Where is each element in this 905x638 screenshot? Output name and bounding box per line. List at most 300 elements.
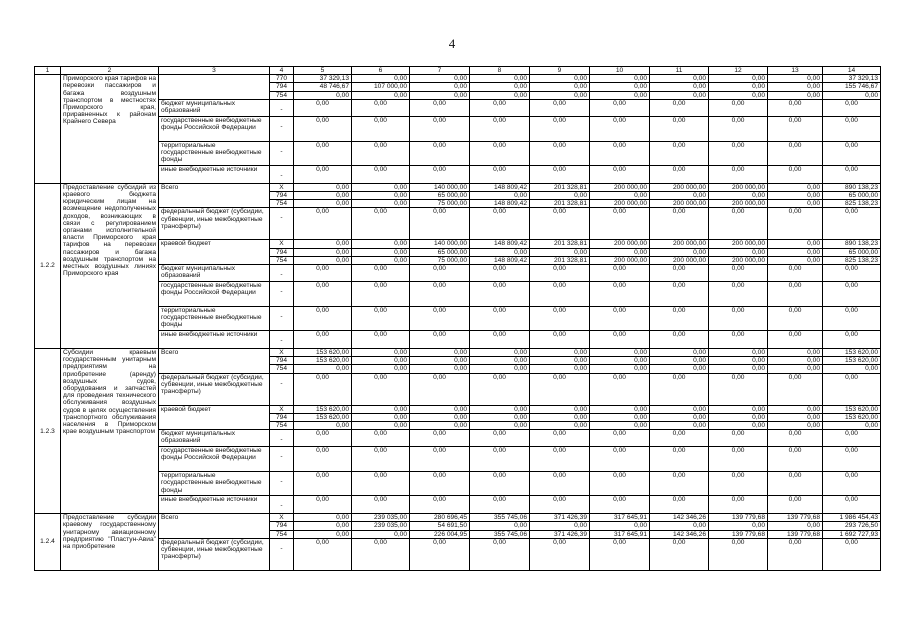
table-row <box>35 373 881 405</box>
funding-source: территориальные государственные внебюджетные фонды <box>159 141 270 165</box>
amount-cell: 0,00 <box>352 357 410 365</box>
amount-cell: 0,00 <box>768 522 823 530</box>
amount-cell: 139 779,68 <box>709 514 768 522</box>
budget-code-value: - <box>280 214 283 222</box>
budget-code-value: - <box>280 147 283 155</box>
amount-cell: 0,00 <box>294 248 352 256</box>
amount-cell: 0,00 <box>709 83 768 91</box>
amount-cell: 0,00 <box>768 405 823 413</box>
amount-cell: 0,00 <box>470 538 530 570</box>
amount-cell: 0,00 <box>294 522 352 530</box>
measure-description: Приморского края тарифов на перевозки пассажиров и багажа воздушным транспортом в местностях Приморского края, приравненных к районам Крайнего Севера <box>61 75 159 184</box>
row-index: 1.2.4 <box>35 514 61 571</box>
amount-cell: 65 000,00 <box>823 248 881 256</box>
budget-code-value: - <box>280 313 283 321</box>
amount-cell: 0,00 <box>352 496 410 514</box>
row-index: 1.2.2 <box>35 183 61 348</box>
amount-cell: 0,00 <box>530 141 590 165</box>
amount-cell: 0,00 <box>470 248 530 256</box>
amount-cell: 0,00 <box>530 265 590 282</box>
amount-cell: 0,00 <box>590 349 650 357</box>
amount-cell: 0,00 <box>410 349 470 357</box>
amount-cell: 0,00 <box>410 282 470 307</box>
column-header: 8 <box>470 67 530 75</box>
amount-cell: 200 000,00 <box>650 256 709 264</box>
column-header: 2 <box>61 67 159 75</box>
column-header: 12 <box>709 67 768 75</box>
amount-cell: 0,00 <box>470 99 530 116</box>
amount-cell: 0,00 <box>470 472 530 496</box>
amount-cell: 0,00 <box>410 165 470 183</box>
amount-cell: 371 426,39 <box>530 514 590 522</box>
budget-code: X <box>270 514 294 522</box>
amount-cell: 0,00 <box>650 192 709 200</box>
budget-code-value: - <box>280 544 283 552</box>
amount-cell: 0,00 <box>650 349 709 357</box>
funding-source: федеральный бюджет (субсидии, субвенции, иные межбюджетные трансферты) <box>159 538 270 570</box>
amount-cell: 0,00 <box>410 265 470 282</box>
amount-cell: 153 620,00 <box>823 405 881 413</box>
amount-cell: 0,00 <box>530 538 590 570</box>
funding-source: Всего <box>159 514 270 539</box>
amount-cell: 0,00 <box>470 373 530 405</box>
amount-cell: 0,00 <box>352 91 410 99</box>
amount-cell: 0,00 <box>530 349 590 357</box>
amount-cell: 0,00 <box>709 282 768 307</box>
amount-cell: 148 809,42 <box>470 256 530 264</box>
amount-cell: 0,00 <box>590 422 650 430</box>
amount-cell: 0,00 <box>709 141 768 165</box>
amount-cell: 0,00 <box>768 200 823 208</box>
amount-cell: 0,00 <box>352 165 410 183</box>
amount-cell: 0,00 <box>650 522 709 530</box>
measure-description: Предоставление субсидий из краевого бюджета юридическим лицам на возмещение недополученных доходов, возникающих в связи с регулированием органами исполнительной власти Приморского края тарифов на перевозки пассажиров и багажа воздушным транспортом на местных воздушных линиях Приморского края <box>61 183 159 348</box>
amount-cell: 0,00 <box>530 282 590 307</box>
amount-cell: 0,00 <box>709 91 768 99</box>
amount-cell: 0,00 <box>590 165 650 183</box>
amount-cell: 0,00 <box>294 514 352 522</box>
amount-cell: 0,00 <box>410 422 470 430</box>
column-header: 7 <box>410 67 470 75</box>
amount-cell: 0,00 <box>352 200 410 208</box>
amount-cell: 148 809,42 <box>470 200 530 208</box>
amount-cell: 0,00 <box>352 530 410 538</box>
funding-source: федеральный бюджет (субсидии, субвенции, иные межбюджетные трансферты) <box>159 208 270 240</box>
amount-cell: 0,00 <box>768 496 823 514</box>
amount-cell: 0,00 <box>650 365 709 373</box>
amount-cell: 139 779,68 <box>768 530 823 538</box>
funding-source: территориальные государственные внебюджетные фонды <box>159 307 270 331</box>
amount-cell: 0,00 <box>590 357 650 365</box>
amount-cell: 75 000,00 <box>410 200 470 208</box>
amount-cell: 200 000,00 <box>709 183 768 191</box>
table-row <box>35 430 881 447</box>
row-index: 1.2.3 <box>35 349 61 514</box>
amount-cell: 0,00 <box>709 307 768 331</box>
amount-cell: 0,00 <box>530 116 590 141</box>
amount-cell: 0,00 <box>823 208 881 240</box>
amount-cell: 0,00 <box>530 405 590 413</box>
amount-cell: 239 035,00 <box>352 522 410 530</box>
amount-cell: 0,00 <box>352 413 410 421</box>
amount-cell: 0,00 <box>590 282 650 307</box>
column-header: 4 <box>270 67 294 75</box>
amount-cell: 0,00 <box>768 265 823 282</box>
amount-cell: 0,00 <box>470 141 530 165</box>
amount-cell: 0,00 <box>768 430 823 447</box>
budget-code: X <box>270 349 294 357</box>
amount-cell: 0,00 <box>530 99 590 116</box>
amount-cell: 153 620,00 <box>294 357 352 365</box>
budget-code <box>270 307 294 331</box>
amount-cell: 0,00 <box>590 91 650 99</box>
amount-cell: 0,00 <box>530 331 590 349</box>
amount-cell: 0,00 <box>590 75 650 83</box>
amount-cell: 0,00 <box>530 91 590 99</box>
amount-cell: 0,00 <box>768 331 823 349</box>
amount-cell: 0,00 <box>352 282 410 307</box>
amount-cell: 0,00 <box>294 116 352 141</box>
table-row <box>35 472 881 496</box>
amount-cell: 0,00 <box>823 141 881 165</box>
amount-cell: 0,00 <box>823 116 881 141</box>
column-header: 5 <box>294 67 352 75</box>
budget-code <box>270 538 294 570</box>
funding-source: государственные внебюджетные фонды Российской Федерации <box>159 282 270 307</box>
table-row <box>35 116 881 141</box>
amount-cell: 0,00 <box>650 208 709 240</box>
amount-cell: 0,00 <box>530 357 590 365</box>
amount-cell: 0,00 <box>352 405 410 413</box>
column-header: 14 <box>823 67 881 75</box>
budget-code-value: - <box>280 288 283 296</box>
amount-cell: 0,00 <box>294 365 352 373</box>
amount-cell: 0,00 <box>352 256 410 264</box>
amount-cell: 825 138,23 <box>823 200 881 208</box>
amount-cell: 0,00 <box>650 373 709 405</box>
amount-cell: 0,00 <box>470 422 530 430</box>
amount-cell: 0,00 <box>590 307 650 331</box>
table-row <box>35 282 881 307</box>
budget-code <box>270 208 294 240</box>
amount-cell: 0,00 <box>352 538 410 570</box>
amount-cell: 0,00 <box>768 91 823 99</box>
amount-cell: 0,00 <box>768 208 823 240</box>
amount-cell: 0,00 <box>768 357 823 365</box>
budget-code-value: - <box>280 436 283 444</box>
amount-cell: 355 745,06 <box>470 530 530 538</box>
budget-code: 770 <box>270 75 294 83</box>
amount-cell: 0,00 <box>650 83 709 91</box>
amount-cell: 148 809,42 <box>470 240 530 248</box>
amount-cell: 0,00 <box>650 357 709 365</box>
budget-code <box>270 141 294 165</box>
amount-cell: 0,00 <box>823 365 881 373</box>
amount-cell: 0,00 <box>590 208 650 240</box>
amount-cell: 0,00 <box>530 522 590 530</box>
budget-code: 794 <box>270 357 294 365</box>
amount-cell: 139 779,68 <box>768 514 823 522</box>
amount-cell: 0,00 <box>530 413 590 421</box>
amount-cell: 0,00 <box>823 538 881 570</box>
amount-cell: 0,00 <box>709 75 768 83</box>
budget-code: X <box>270 183 294 191</box>
amount-cell: 0,00 <box>709 349 768 357</box>
amount-cell: 0,00 <box>294 496 352 514</box>
amount-cell: 0,00 <box>352 422 410 430</box>
amount-cell: 0,00 <box>410 405 470 413</box>
amount-cell: 1 692 727,93 <box>823 530 881 538</box>
table-row <box>35 307 881 331</box>
amount-cell: 48 746,67 <box>294 83 352 91</box>
amount-cell: 0,00 <box>470 430 530 447</box>
amount-cell: 0,00 <box>470 192 530 200</box>
table-row <box>35 99 881 116</box>
funding-source: бюджет муниципальных образований <box>159 99 270 116</box>
budget-code-value: - <box>280 453 283 461</box>
budget-code: 754 <box>270 365 294 373</box>
amount-cell: 200 000,00 <box>709 200 768 208</box>
amount-cell: 0,00 <box>470 83 530 91</box>
amount-cell: 0,00 <box>410 472 470 496</box>
amount-cell: 148 809,42 <box>470 183 530 191</box>
amount-cell: 0,00 <box>823 265 881 282</box>
budget-code <box>270 447 294 472</box>
table-row <box>35 405 881 413</box>
column-header: 13 <box>768 67 823 75</box>
amount-cell: 0,00 <box>768 192 823 200</box>
amount-cell: 0,00 <box>590 496 650 514</box>
amount-cell: 0,00 <box>823 472 881 496</box>
funding-source: Всего <box>159 183 270 208</box>
amount-cell: 0,00 <box>768 422 823 430</box>
amount-cell: 37 329,13 <box>294 75 352 83</box>
budget-code <box>270 116 294 141</box>
table-row <box>35 331 881 349</box>
amount-cell: 0,00 <box>470 265 530 282</box>
amount-cell: 0,00 <box>650 413 709 421</box>
amount-cell: 153 620,00 <box>294 413 352 421</box>
amount-cell: 0,00 <box>709 422 768 430</box>
amount-cell: 0,00 <box>530 208 590 240</box>
amount-cell: 0,00 <box>650 248 709 256</box>
amount-cell: 0,00 <box>768 116 823 141</box>
amount-cell: 355 745,06 <box>470 514 530 522</box>
amount-cell: 0,00 <box>470 208 530 240</box>
amount-cell: 0,00 <box>650 282 709 307</box>
amount-cell: 0,00 <box>530 165 590 183</box>
amount-cell: 65 000,00 <box>410 192 470 200</box>
amount-cell: 0,00 <box>470 282 530 307</box>
amount-cell: 0,00 <box>470 522 530 530</box>
amount-cell: 0,00 <box>650 99 709 116</box>
amount-cell: 153 620,00 <box>294 405 352 413</box>
row-index <box>35 75 61 184</box>
amount-cell: 371 426,39 <box>530 530 590 538</box>
budget-code <box>270 430 294 447</box>
budget-code-value: - <box>280 379 283 387</box>
amount-cell: 0,00 <box>410 373 470 405</box>
amount-cell: 0,00 <box>650 422 709 430</box>
amount-cell: 0,00 <box>823 373 881 405</box>
amount-cell: 0,00 <box>352 240 410 248</box>
amount-cell: 0,00 <box>294 99 352 116</box>
amount-cell: 153 620,00 <box>294 349 352 357</box>
budget-code-value: - <box>280 122 283 130</box>
amount-cell: 0,00 <box>650 331 709 349</box>
funding-source <box>159 75 270 100</box>
amount-cell: 0,00 <box>530 75 590 83</box>
table-row <box>35 165 881 183</box>
amount-cell: 54 691,50 <box>410 522 470 530</box>
amount-cell: 0,00 <box>590 405 650 413</box>
amount-cell: 0,00 <box>410 208 470 240</box>
budget-code <box>270 472 294 496</box>
amount-cell: 0,00 <box>709 405 768 413</box>
table-row <box>35 349 881 357</box>
table-row <box>35 538 881 570</box>
amount-cell: 0,00 <box>294 192 352 200</box>
amount-cell: 0,00 <box>410 430 470 447</box>
amount-cell: 0,00 <box>530 422 590 430</box>
amount-cell: 317 645,91 <box>590 530 650 538</box>
column-header: 6 <box>352 67 410 75</box>
page-number: 4 <box>448 36 456 51</box>
amount-cell: 0,00 <box>709 365 768 373</box>
amount-cell: 0,00 <box>768 282 823 307</box>
amount-cell: 0,00 <box>768 248 823 256</box>
amount-cell: 0,00 <box>650 447 709 472</box>
budget-code: 794 <box>270 413 294 421</box>
amount-cell: 0,00 <box>590 522 650 530</box>
budget-code: 794 <box>270 248 294 256</box>
table-row <box>35 496 881 514</box>
amount-cell: 0,00 <box>530 248 590 256</box>
amount-cell: 0,00 <box>410 116 470 141</box>
amount-cell: 0,00 <box>590 192 650 200</box>
amount-cell: 0,00 <box>650 141 709 165</box>
table-row <box>35 265 881 282</box>
amount-cell: 0,00 <box>768 141 823 165</box>
budget-code: X <box>270 405 294 413</box>
table-row <box>35 240 881 248</box>
amount-cell: 0,00 <box>709 248 768 256</box>
measure-description: Субсидии краевым государственным унитарным предприятиям на приобретение (аренду) воздушных судов, оборудования и запчастей для проведения технического обслуживания воздушных судов в целях осуществления транспортного обслуживания населения в Приморском крае воздушным транспортом <box>61 349 159 514</box>
amount-cell: 0,00 <box>768 183 823 191</box>
amount-cell: 0,00 <box>294 472 352 496</box>
amount-cell: 0,00 <box>352 183 410 191</box>
budget-code: 794 <box>270 83 294 91</box>
amount-cell: 0,00 <box>294 422 352 430</box>
amount-cell: 0,00 <box>352 365 410 373</box>
amount-cell: 0,00 <box>768 413 823 421</box>
amount-cell: 239 035,00 <box>352 514 410 522</box>
amount-cell: 0,00 <box>590 472 650 496</box>
amount-cell: 0,00 <box>823 165 881 183</box>
amount-cell: 0,00 <box>352 307 410 331</box>
amount-cell: 0,00 <box>410 357 470 365</box>
amount-cell: 0,00 <box>823 99 881 116</box>
amount-cell: 153 620,00 <box>823 349 881 357</box>
amount-cell: 0,00 <box>768 447 823 472</box>
amount-cell: 0,00 <box>709 472 768 496</box>
amount-cell: 0,00 <box>410 365 470 373</box>
amount-cell: 825 138,23 <box>823 256 881 264</box>
column-header: 9 <box>530 67 590 75</box>
amount-cell: 0,00 <box>650 496 709 514</box>
funding-source: Всего <box>159 349 270 374</box>
amount-cell: 0,00 <box>650 307 709 331</box>
amount-cell: 140 000,00 <box>410 240 470 248</box>
amount-cell: 0,00 <box>294 282 352 307</box>
funding-source: территориальные государственные внебюджетные фонды <box>159 472 270 496</box>
amount-cell: 0,00 <box>590 99 650 116</box>
amount-cell: 0,00 <box>352 141 410 165</box>
funding-source: краевой бюджет <box>159 405 270 430</box>
amount-cell: 0,00 <box>294 208 352 240</box>
amount-cell: 1 986 454,43 <box>823 514 881 522</box>
amount-cell: 0,00 <box>823 496 881 514</box>
funding-source: государственные внебюджетные фонды Российской Федерации <box>159 116 270 141</box>
amount-cell: 201 328,81 <box>530 200 590 208</box>
amount-cell: 0,00 <box>823 91 881 99</box>
budget-code <box>270 373 294 405</box>
amount-cell: 0,00 <box>709 265 768 282</box>
amount-cell: 0,00 <box>768 307 823 331</box>
amount-cell: 0,00 <box>709 373 768 405</box>
amount-cell: 0,00 <box>823 422 881 430</box>
amount-cell: 0,00 <box>410 141 470 165</box>
amount-cell: 155 746,67 <box>823 83 881 91</box>
budget-code: 754 <box>270 422 294 430</box>
amount-cell: 280 696,45 <box>410 514 470 522</box>
amount-cell: 0,00 <box>352 99 410 116</box>
amount-cell: 0,00 <box>768 256 823 264</box>
amount-cell: 0,00 <box>590 447 650 472</box>
amount-cell: 142 346,26 <box>650 514 709 522</box>
amount-cell: 0,00 <box>530 83 590 91</box>
amount-cell: 0,00 <box>294 530 352 538</box>
amount-cell: 0,00 <box>410 496 470 514</box>
amount-cell: 0,00 <box>410 83 470 91</box>
amount-cell: 0,00 <box>590 365 650 373</box>
amount-cell: 0,00 <box>410 413 470 421</box>
amount-cell: 0,00 <box>352 248 410 256</box>
amount-cell: 142 346,26 <box>650 530 709 538</box>
table-row <box>35 208 881 240</box>
amount-cell: 0,00 <box>410 307 470 331</box>
amount-cell: 0,00 <box>470 365 530 373</box>
amount-cell: 0,00 <box>709 357 768 365</box>
amount-cell: 0,00 <box>650 538 709 570</box>
amount-cell: 0,00 <box>650 472 709 496</box>
amount-cell: 0,00 <box>768 373 823 405</box>
amount-cell: 0,00 <box>352 265 410 282</box>
budget-code <box>270 496 294 514</box>
amount-cell: 0,00 <box>470 413 530 421</box>
amount-cell: 0,00 <box>352 208 410 240</box>
amount-cell: 153 620,00 <box>823 413 881 421</box>
amount-cell: 0,00 <box>768 365 823 373</box>
measure-description: Предоставление субсидии краевому государственному унитарному авиационному предприятию "Пластун-Авиа" на приобретение <box>61 514 159 571</box>
amount-cell: 0,00 <box>709 430 768 447</box>
amount-cell: 140 000,00 <box>410 183 470 191</box>
amount-cell: 0,00 <box>352 192 410 200</box>
table-row <box>35 183 881 191</box>
amount-cell: 0,00 <box>650 75 709 83</box>
amount-cell: 0,00 <box>294 447 352 472</box>
column-header: 11 <box>650 67 709 75</box>
